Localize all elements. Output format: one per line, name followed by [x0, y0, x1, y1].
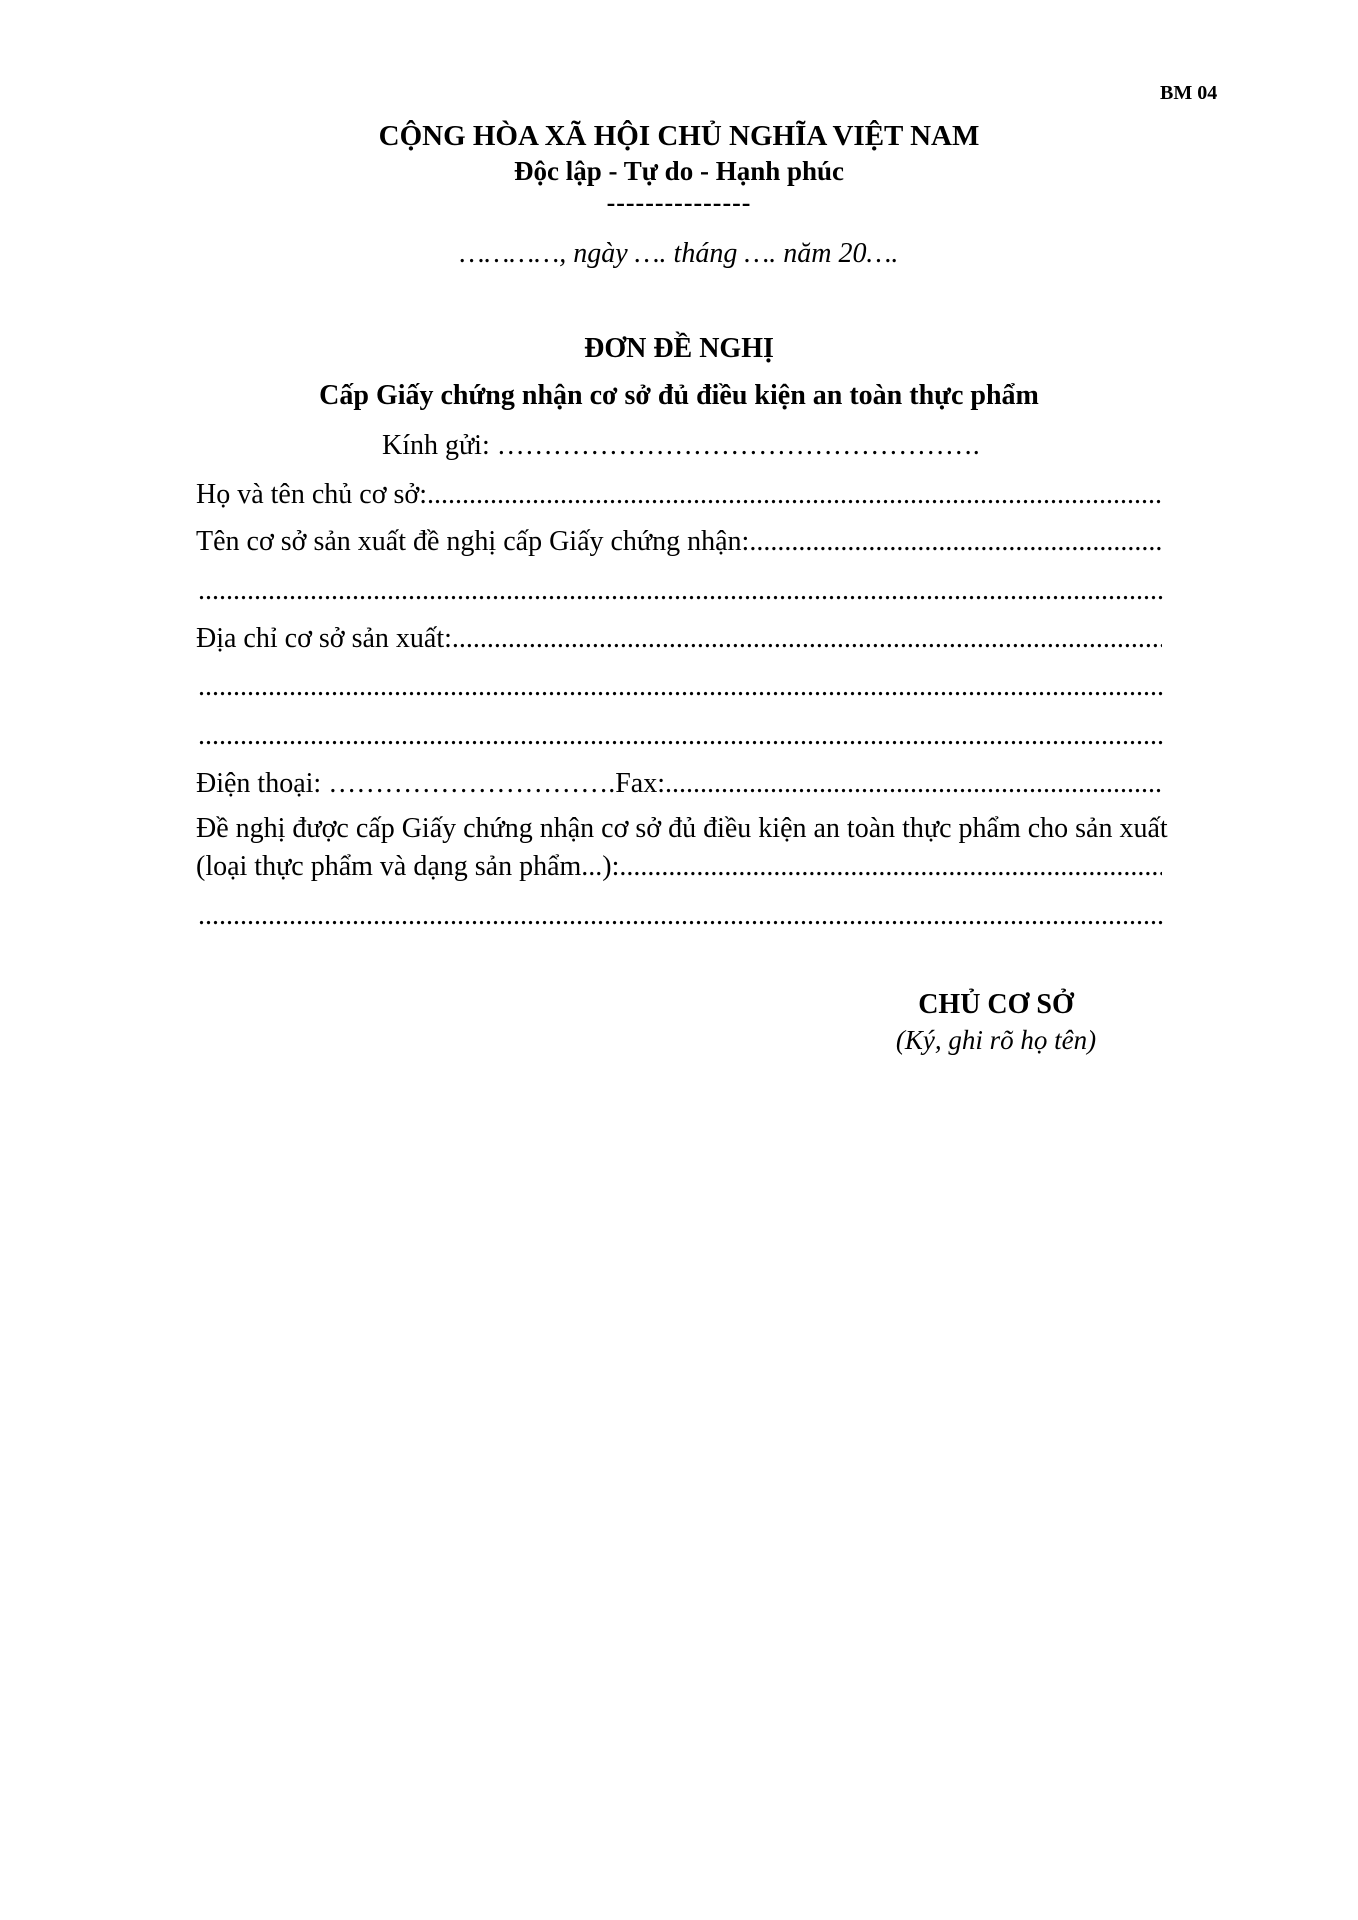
- product-type-continuation-blank: [198, 900, 1164, 932]
- facility-name-continuation-blank: [198, 575, 1164, 607]
- facility-name-label: Tên cơ sở sản xuất đề nghị cấp Giấy chứng nhận:: [196, 526, 750, 557]
- phone-fax-label: Điện thoại: ………………………….Fax:: [196, 768, 665, 799]
- request-statement: Đề nghị được cấp Giấy chứng nhận cơ sở đủ điều kiện an toàn thực phẩm cho sản xuất: [196, 813, 1168, 844]
- signer-title: CHỦ CƠ SỞ: [918, 989, 1074, 1020]
- motto: Độc lập - Tự do - Hạnh phúc: [513, 156, 845, 186]
- dotted-fill: [198, 575, 1164, 607]
- address-continuation-blank: [198, 671, 1164, 703]
- dotted-fill: [198, 671, 1164, 703]
- recipient-line: Kính gửi: …………………………………………….: [382, 430, 980, 461]
- product-type-field: [196, 851, 1162, 883]
- address-label: Địa chỉ cơ sở sản xuất:: [196, 623, 452, 654]
- date-line: …………, ngày …. tháng …. năm 20….: [459, 238, 899, 269]
- facility-name-field: [196, 526, 1162, 558]
- phone-fax-field: [196, 768, 1162, 800]
- owner-name-label: Họ và tên chủ cơ sở:: [196, 479, 427, 510]
- product-type-blank: [619, 851, 1162, 883]
- form-code: BM 04: [1160, 82, 1218, 104]
- fax-blank: [665, 768, 1162, 800]
- motto-rule: ---------------: [606, 188, 752, 217]
- owner-name-field: [196, 479, 1162, 511]
- product-type-label: (loại thực phẩm và dạng sản phẩm...):: [196, 851, 620, 882]
- signer-note: (Ký, ghi rõ họ tên): [895, 1025, 1097, 1055]
- document-title: ĐƠN ĐỀ NGHỊ: [584, 333, 774, 364]
- address-continuation-blank: [198, 720, 1164, 752]
- dotted-fill: [198, 720, 1164, 752]
- address-field: [196, 623, 1162, 655]
- owner-name-blank: [427, 479, 1162, 511]
- nation-title: CỘNG HÒA XÃ HỘI CHỦ NGHĨA VIỆT NAM: [378, 120, 980, 152]
- address-blank: [452, 623, 1162, 655]
- document-subtitle: Cấp Giấy chứng nhận cơ sở đủ điều kiện an toàn thực phẩm: [319, 380, 1039, 411]
- dotted-fill: [198, 900, 1164, 932]
- facility-name-blank: [749, 526, 1162, 558]
